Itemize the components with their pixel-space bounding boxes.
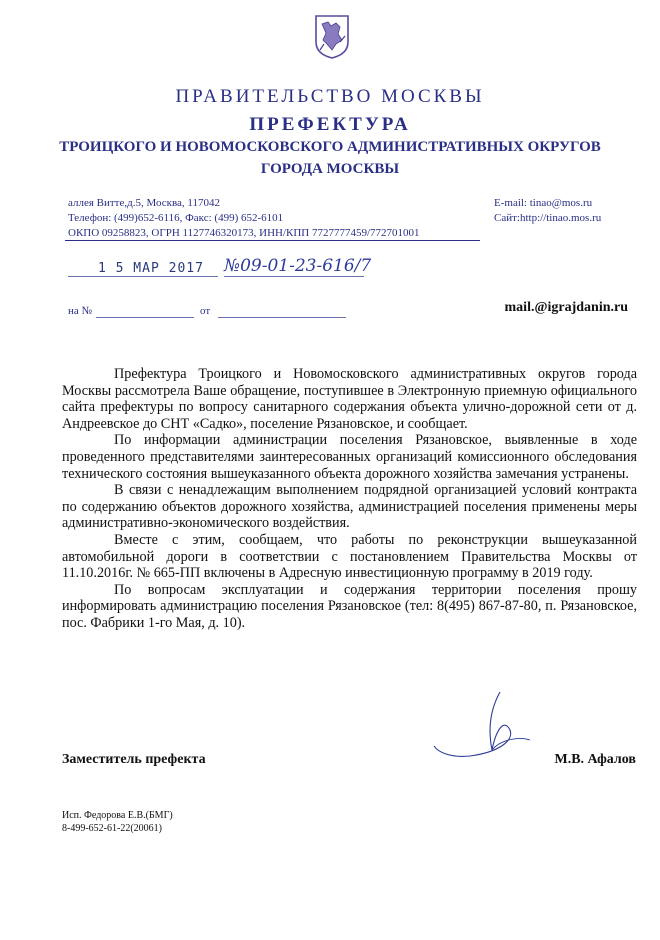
handwritten-signature <box>430 690 540 760</box>
number-underline <box>224 276 364 277</box>
executor-info <box>62 809 173 835</box>
body-paragraph-5: По вопросам эксплуатации и содержания территории поселения прошу информировать администрацию поселения Рязановское (тел: 8(495) 867-87-80, п. Рязановское, пос. Фабрики 1-го Мая, д. 10). <box>62 581 637 631</box>
body-paragraph-1: Префектура Троицкого и Новомосковского административных округов города Москвы рассмотрела Ваше обращение, поступившее в Электронную приемную официального сайта префектуры по вопросу санитарного содержания объекта улично-дорожной сети от д. Андреевское до СНТ «Садко», поселение Рязановское, и сообщает. <box>62 366 637 432</box>
body-paragraph-4: Вместе с этим, сообщаем, что работы по реконструкции вышеуказанной автомобильной дороги в соответствии с постановлением Правительства Москвы от 11.10.2016г. № 665-ПП включены в Адресную инвестиционную программу в 2019 году. <box>62 531 637 582</box>
signer-name: М.В. Афалов <box>554 752 636 767</box>
reference-number-label: на № <box>68 305 93 317</box>
body-paragraph-3: В связи с ненадлежащим выполнением подрядной организацией условий контракта по содержанию объектов дорожного хозяйства, администрацией поселения применены меры административно-экономического воздействия. <box>62 482 637 532</box>
website-text: Сайт:http://tinao.mos.ru <box>494 212 602 224</box>
phone-text: Телефон: (499)652-6116, Факс: (499) 652-6101 <box>68 212 284 224</box>
letterhead-divider <box>65 240 480 241</box>
okrug-title-line1: ТРОИЦКОГО И НОВОМОСКОВСКОГО АДМИНИСТРАТИВНЫХ ОКРУГОВ <box>59 139 601 155</box>
date-underline <box>68 276 218 277</box>
registry-codes-text: ОКПО 09258823, ОГРН 1127746320173, ИНН/КПП 7727777459/772701001 <box>68 227 420 239</box>
registration-date-stamp: 1 5 МАР 2017 <box>98 261 204 276</box>
executor-phone: 8-499-652-61-22(20061) <box>62 823 162 834</box>
okrug-title-line2: ГОРОДА МОСКВЫ <box>260 161 400 177</box>
signer-position: Заместитель префекта <box>62 752 206 767</box>
letter-body <box>62 366 637 632</box>
reference-date-label: от <box>200 305 211 317</box>
government-title: ПРАВИТЕЛЬСТВО МОСКВЫ <box>175 86 485 107</box>
executor-name: Исп. Федорова Е.В.(БМГ) <box>62 810 173 821</box>
body-paragraph-2: По информации администрации поселения Рязановское, выявленные в ходе проведенного представителями заинтересованных организаций комиссионного обследования технического состояния вышеуказанного объекта дорожного хозяйства замечания устранены. <box>62 432 637 482</box>
prefecture-title: ПРЕФЕКТУРА <box>249 114 411 135</box>
address-text: аллея Витте,д.5, Москва, 117042 <box>68 197 220 209</box>
reference-date-line <box>218 317 346 318</box>
addressee-email: mail.@igrajdanin.ru <box>504 300 628 315</box>
email-text: E-mail: tinao@mos.ru <box>494 197 593 209</box>
registration-number: №09-01-23-616/7 <box>224 256 372 276</box>
moscow-coat-of-arms-icon <box>314 14 350 60</box>
reference-number-line <box>96 317 194 318</box>
